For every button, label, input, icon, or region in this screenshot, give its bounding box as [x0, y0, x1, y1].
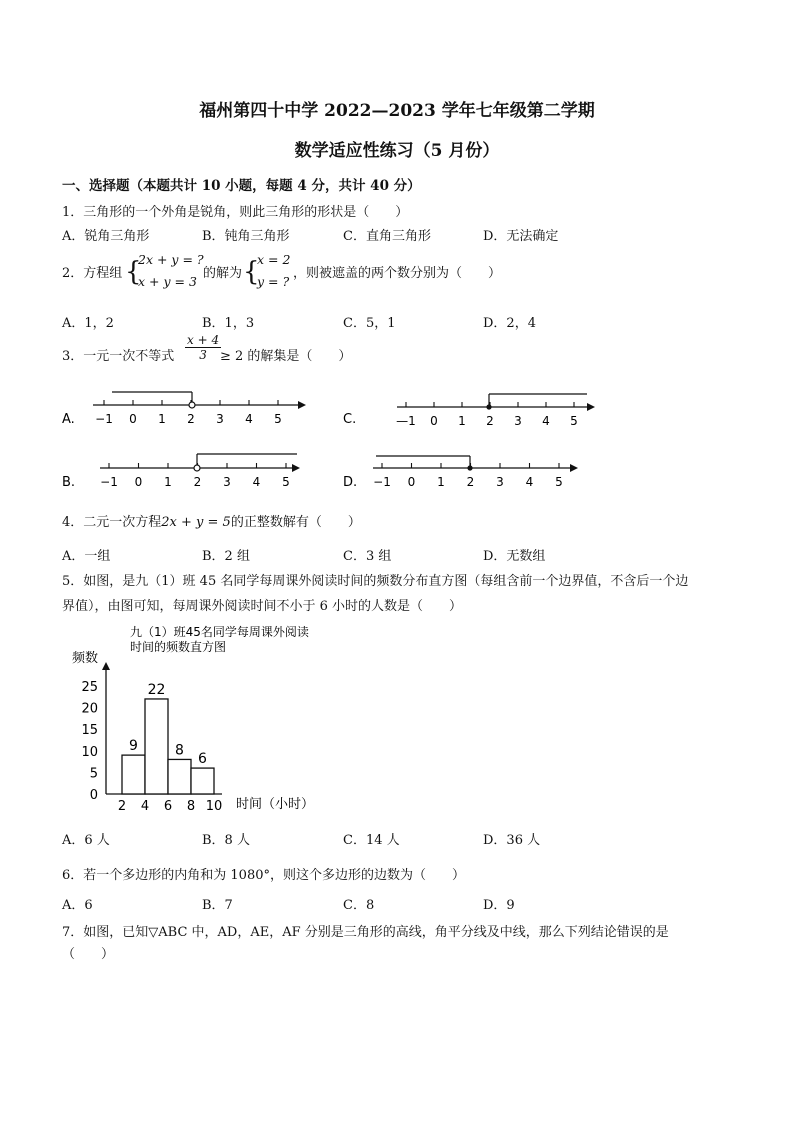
numberline-d-tick-label: 0 — [407, 475, 416, 489]
numberline-d-closed-point — [467, 465, 472, 470]
q4-equation: 2x + y = 5 — [161, 515, 231, 530]
numberline-c-tick-label: 2 — [486, 414, 494, 428]
chart-bar — [122, 755, 145, 794]
q6-option-b: B．7 — [202, 898, 233, 913]
chart-x-tick-label: 10 — [205, 799, 223, 814]
q3-label-c: C. — [343, 412, 357, 427]
q4-option-b: B．2 组 — [202, 549, 250, 564]
numberline-c-arrow — [587, 403, 595, 411]
numberline-a-tick-label: 5 — [274, 412, 282, 426]
q5-option-d: D．36 人 — [483, 833, 541, 848]
q3-label-a: A. — [62, 412, 75, 427]
numberline-b-tick-label: −1 — [100, 475, 118, 489]
q6-option-a: A．6 — [62, 898, 93, 913]
chart-value-label: 9 — [129, 738, 138, 755]
numberline-d-arrow — [570, 464, 578, 472]
numberline-b-tick-label: 3 — [223, 475, 231, 489]
q3-label-d: D. — [343, 475, 358, 490]
chart-title-line-2: 时间的频数直方图 — [130, 640, 227, 654]
q6-option-d: D．9 — [483, 898, 515, 913]
numberline-a-tick-label: 3 — [216, 412, 224, 426]
q3-denominator: 3 — [199, 348, 207, 362]
q2-mid-text: 的解为 — [203, 266, 243, 281]
numberline-a-open-point — [189, 402, 195, 408]
numberline-a-arrow — [298, 401, 306, 409]
chart-y-tick-label: 10 — [81, 744, 98, 760]
numberline-b-tick-label: 4 — [252, 475, 261, 489]
chart-y-tick-label: 0 — [89, 788, 98, 803]
chart-y-axis-arrow — [102, 662, 110, 670]
numberline-a-tick-label: 4 — [245, 412, 253, 426]
chart-x-label: 时间（小时） — [236, 797, 315, 812]
q3-label-b: B. — [62, 475, 76, 490]
numberline-d-tick-label: 2 — [466, 475, 475, 489]
q1-option-d: D．无法确定 — [483, 229, 559, 244]
numberline-c-tick-label: 4 — [542, 414, 550, 428]
chart-bar — [191, 768, 214, 794]
q1-option-c: C．直角三角形 — [343, 229, 431, 244]
numberline-d-tick-label: 1 — [437, 475, 445, 489]
numberline-a-tick-label: −1 — [95, 412, 113, 426]
chart-y-label: 频数 — [72, 651, 99, 666]
q5-option-c: C．14 人 — [343, 833, 400, 848]
page-subtitle: 数学适应性练习（5 月份） — [294, 141, 500, 161]
q4-option-c: C．3 组 — [343, 549, 392, 564]
numberline-a-ticks — [95, 400, 282, 426]
q3-prefix: 3．一元一次不等式 — [62, 349, 175, 364]
q2-right-brace: { — [243, 257, 260, 287]
numberline-d-tick-label: 4 — [525, 475, 534, 489]
question-1-stem: 1．三角形的一个外角是锐角，则此三角形的形状是（ ） — [62, 205, 409, 220]
q4-option-a: A．一组 — [62, 549, 111, 564]
numberline-b-open-point — [194, 465, 200, 471]
q5-option-b: B．8 人 — [202, 833, 250, 848]
chart-x-tick-label: 2 — [117, 799, 127, 814]
q4-stem-post: 的正整数解有（ ） — [230, 515, 361, 530]
histogram-chart — [70, 622, 370, 822]
chart-y-ticks — [81, 680, 98, 803]
chart-x-tick-label: 6 — [163, 799, 173, 814]
q6-stem: 6．若一个多边形的内角和为 1080°，则这个多边形的边数为（ ） — [62, 868, 465, 883]
q2-equation-2: x + y = 3 — [138, 274, 197, 289]
chart-title-line-1: 九（1）班45名同学每周课外阅读 — [130, 625, 309, 639]
q2-solution-2: y = ? — [257, 274, 290, 289]
chart-value-label: 6 — [198, 751, 207, 768]
numberline-c-tick-label: 0 — [430, 414, 438, 428]
chart-value-label: 8 — [175, 742, 184, 759]
q5-option-a: A．6 人 — [62, 833, 110, 848]
chart-y-tick-label: 15 — [81, 723, 98, 739]
numberline-d-tick-label: −1 — [373, 475, 391, 489]
q2-option-a: A．1，2 — [62, 316, 114, 331]
q2-option-b: B．1，3 — [202, 316, 255, 331]
chart-y-tick-label: 5 — [89, 766, 98, 782]
q3-numerator: x + 4 — [187, 333, 220, 347]
q2-option-d: D．2，4 — [483, 316, 536, 331]
numberline-c-closed-point — [486, 404, 491, 409]
q4-option-d: D．无数组 — [483, 549, 546, 564]
q7-line-2: （ ） — [62, 947, 115, 962]
chart-y-tick-label: 20 — [81, 701, 98, 717]
q2-equation-1: 2x + y = ? — [138, 252, 204, 267]
numberline-c-tick-label: 1 — [458, 414, 466, 428]
numberline-d-tick-label: 3 — [496, 475, 504, 489]
numberline-b-tick-label: 5 — [282, 475, 290, 489]
q1-option-b: B．钝角三角形 — [202, 229, 290, 244]
numberline-a-tick-label: 1 — [158, 412, 166, 426]
numberline-a-tick-label: 2 — [187, 412, 195, 426]
q3-fraction — [185, 333, 221, 362]
numberline-a-tick-label: 0 — [129, 412, 137, 426]
q2-option-c: C．5，1 — [343, 316, 396, 331]
section-heading: 一、选择题（本题共计 10 小题，每题 4 分，共计 40 分） — [62, 178, 421, 194]
q4-stem-pre: 4．二元一次方程 — [62, 515, 162, 530]
q5-line-2: 界值），由图可知，每周课外阅读时间不小于 6 小时的人数是（ ） — [62, 599, 463, 614]
q3-suffix: ≥ 2 的解集是（ ） — [220, 349, 352, 364]
q2-suffix: ，则被遮盖的两个数分别为（ ） — [293, 266, 502, 281]
q1-option-a: A．锐角三角形 — [62, 229, 150, 244]
chart-bar — [168, 759, 191, 794]
q5-line-1: 5．如图，是九（1）班 45 名同学每周课外阅读时间的频数分布直方图（每组含前一个边界值，不含后一个边 — [62, 574, 689, 589]
numberline-b-tick-label: 2 — [193, 475, 202, 489]
q4-stem — [62, 511, 361, 530]
q2-solution-1: x = 2 — [257, 252, 291, 267]
chart-x-tick-label: 4 — [140, 799, 150, 814]
numberline-c-tick-label: 5 — [570, 414, 578, 428]
chart-value-label: 22 — [147, 681, 166, 698]
numberline-b-arrow — [292, 464, 300, 472]
q6-option-c: C．8 — [343, 898, 375, 913]
numberline-c-tick-label: —1 — [396, 414, 416, 428]
chart-x-tick-label: 8 — [186, 799, 196, 814]
numberline-c-tick-label: 3 — [514, 414, 522, 428]
chart-bar — [145, 699, 168, 794]
numberline-b-tick-label: 0 — [134, 475, 143, 489]
chart-x-ticks — [118, 799, 222, 814]
q2-left-brace: { — [125, 257, 142, 287]
page-title: 福州第四十中学 2022—2023 学年七年级第二学期 — [199, 101, 595, 121]
chart-y-tick-label: 25 — [81, 680, 98, 695]
q3-number-lines — [0, 380, 794, 500]
q2-prefix: 2．方程组 — [62, 266, 123, 281]
numberline-d-tick-label: 5 — [555, 475, 563, 489]
q7-line-1: 7．如图，已知▽ABC 中，AD，AE，AF 分别是三角形的高线，角平分线及中线，那么下列结论错误的是 — [62, 925, 669, 940]
numberline-b-tick-label: 1 — [164, 475, 172, 489]
